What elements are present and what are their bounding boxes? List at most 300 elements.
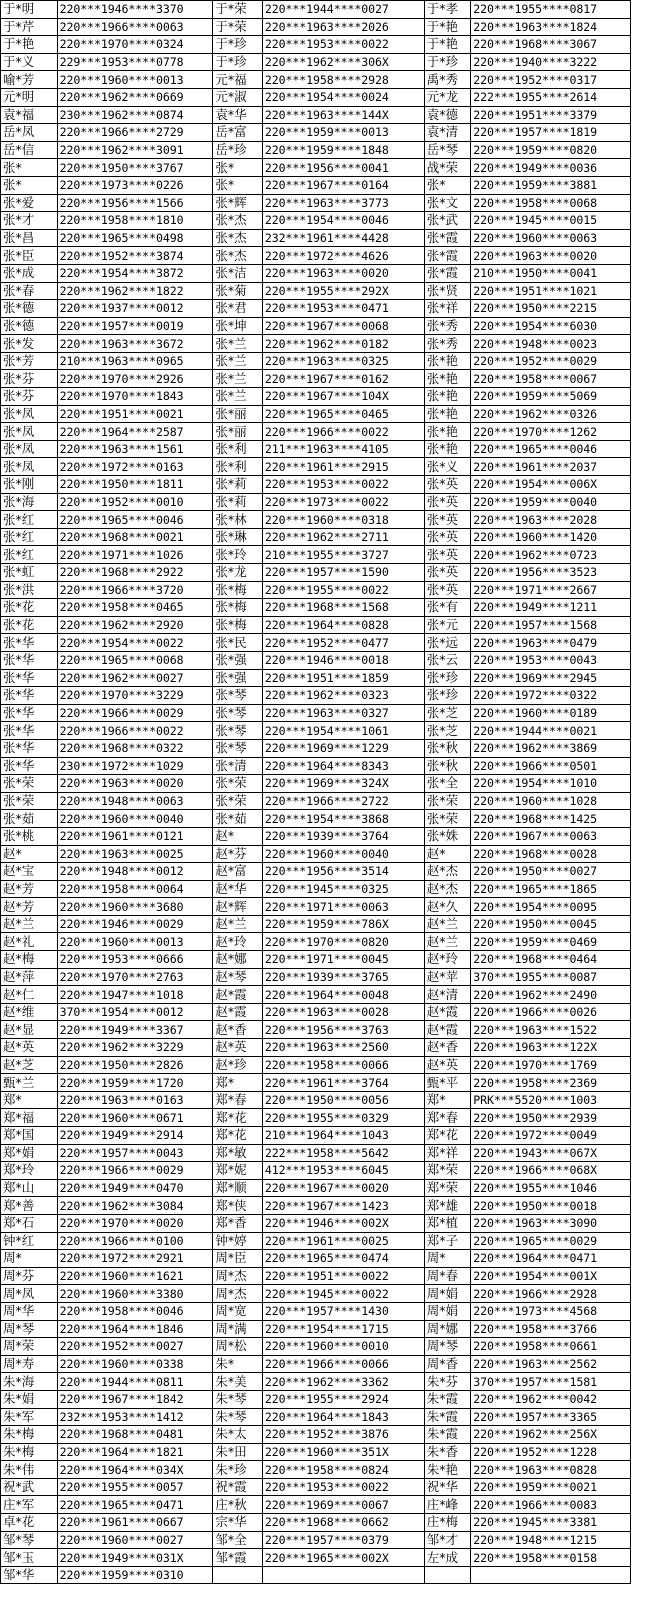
id-number-cell: 220***1964****8343 — [262, 757, 424, 775]
name-cell: 张*荣 — [213, 792, 263, 810]
name-cell: 周*凤 — [1, 1285, 58, 1303]
name-cell: 张*艳 — [424, 388, 471, 406]
name-cell: 郑*石 — [1, 1214, 58, 1232]
table-row — [1, 458, 631, 476]
id-number-cell: 220***1948****1215 — [471, 1531, 631, 1549]
name-cell: 张*德 — [1, 300, 58, 318]
id-number-cell: 220***1962****3869 — [471, 739, 631, 757]
id-number-cell: 220***1966****0100 — [57, 1232, 213, 1250]
table-row — [1, 352, 631, 370]
name-cell: 周*芬 — [1, 1267, 58, 1285]
name-cell: 郑*荣 — [424, 1162, 471, 1180]
id-number-cell: 220***1954****0024 — [262, 88, 424, 106]
name-cell: 张*梅 — [213, 616, 263, 634]
name-cell: 张*艳 — [424, 405, 471, 423]
id-number-cell: 220***1966****068X — [471, 1162, 631, 1180]
name-cell: 朱*霞 — [424, 1390, 471, 1408]
name-cell: 朱* — [213, 1355, 263, 1373]
id-number-cell: 220***1959****0820 — [471, 141, 631, 159]
name-cell: 朱*珍 — [213, 1461, 263, 1479]
table-row — [1, 247, 631, 265]
id-number-cell: 220***1959****3881 — [471, 176, 631, 194]
id-number-cell: 220***1957****1568 — [471, 616, 631, 634]
id-number-cell: 220***1951****1859 — [262, 669, 424, 687]
id-number-cell: 220***1955****292X — [262, 282, 424, 300]
table-row — [1, 599, 631, 617]
id-number-cell: 220***1962****2920 — [57, 616, 213, 634]
name-cell: 郑*春 — [424, 1109, 471, 1127]
name-cell: 赵*玲 — [213, 933, 263, 951]
name-cell — [213, 1566, 263, 1584]
name-cell: 张*琴 — [213, 739, 263, 757]
id-number-cell: 220***1953****0022 — [262, 36, 424, 54]
table-row — [1, 1373, 631, 1391]
id-number-cell: 220***1959****0021 — [471, 1478, 631, 1496]
name-cell: 赵*萍 — [1, 968, 58, 986]
name-cell: 张*云 — [424, 651, 471, 669]
name-cell: 张*兰 — [213, 370, 263, 388]
id-number-cell: 220***1957****0043 — [57, 1144, 213, 1162]
table-row — [1, 1, 631, 19]
name-cell: 庄*秋 — [213, 1496, 263, 1514]
name-cell: 赵*芳 — [1, 898, 58, 916]
name-cell: 赵*英 — [213, 1039, 263, 1057]
id-number-cell: 220***1954****3872 — [57, 264, 213, 282]
id-number-cell: 220***1968****0028 — [471, 845, 631, 863]
id-number-cell: 220***1955****2924 — [262, 1390, 424, 1408]
name-cell: 周*宽 — [213, 1302, 263, 1320]
name-cell: 张*芬 — [1, 388, 58, 406]
name-cell: 郑*侠 — [213, 1197, 263, 1215]
name-cell: 张*华 — [1, 687, 58, 705]
name-cell: 张*菊 — [213, 282, 263, 300]
table-row — [1, 669, 631, 687]
table-row — [1, 951, 631, 969]
id-number-cell: 370***1954****0012 — [57, 1003, 213, 1021]
name-cell: 周*娟 — [424, 1302, 471, 1320]
id-number-cell: 220***1972****4626 — [262, 247, 424, 265]
id-number-cell: 220***1965****0046 — [57, 511, 213, 529]
id-number-cell: 220***1961****2037 — [471, 458, 631, 476]
id-number-cell: 220***1952****0029 — [471, 352, 631, 370]
table-row — [1, 1003, 631, 1021]
id-number-cell: 220***1963****0020 — [57, 775, 213, 793]
id-number-cell: 220***1943****067X — [471, 1144, 631, 1162]
id-number-cell: 220***1961****0121 — [57, 827, 213, 845]
name-cell: 张*昌 — [1, 229, 58, 247]
id-number-cell: 220***1967****0164 — [262, 176, 424, 194]
id-number-cell: 220***1954****3868 — [262, 810, 424, 828]
id-number-cell: PRK***5520****1003 — [471, 1091, 631, 1109]
name-cell: 张*红 — [1, 528, 58, 546]
name-cell: 赵*梅 — [1, 951, 58, 969]
id-number-cell: 220***1969****2945 — [471, 669, 631, 687]
name-cell: 张*梅 — [213, 599, 263, 617]
name-cell: 周* — [424, 1250, 471, 1268]
table-row — [1, 1461, 631, 1479]
name-cell: 于*珍 — [424, 53, 471, 71]
name-cell: 张*茹 — [213, 810, 263, 828]
name-cell: 张*琳 — [213, 528, 263, 546]
name-cell: 朱*霞 — [424, 1426, 471, 1444]
id-number-cell: 220***1939****3765 — [262, 968, 424, 986]
id-number-cell: 220***1965****0498 — [57, 229, 213, 247]
name-cell: 甄*平 — [424, 1074, 471, 1092]
id-number-cell: 220***1960****0063 — [471, 229, 631, 247]
id-number-cell: 220***1966****0501 — [471, 757, 631, 775]
name-cell: 郑*花 — [424, 1127, 471, 1145]
table-row — [1, 792, 631, 810]
id-number-cell: 220***1964****034X — [57, 1461, 213, 1479]
id-number-cell: 220***1963****3773 — [262, 194, 424, 212]
id-number-cell: 220***1962****0323 — [262, 687, 424, 705]
id-number-cell: 232***1961****4428 — [262, 229, 424, 247]
name-cell: 张*英 — [424, 528, 471, 546]
table-row — [1, 1531, 631, 1549]
id-number-cell: 220***1964****2587 — [57, 423, 213, 441]
name-cell: 张*琴 — [213, 704, 263, 722]
name-cell: 赵*霞 — [213, 1003, 263, 1021]
id-number-cell: 220***1957****0019 — [57, 317, 213, 335]
id-number-cell: 220***1963****2028 — [471, 511, 631, 529]
table-row — [1, 827, 631, 845]
name-cell: 郑*子 — [424, 1232, 471, 1250]
table-row — [1, 968, 631, 986]
id-number-cell: 220***1960****0013 — [57, 71, 213, 89]
name-cell: 张*红 — [1, 546, 58, 564]
name-cell: 张*秀 — [424, 335, 471, 353]
id-number-cell: 220***1951****3379 — [471, 106, 631, 124]
id-number-cell: 220***1959****0013 — [262, 124, 424, 142]
name-cell: 赵*芝 — [1, 1056, 58, 1074]
id-number-cell: 220***1962****0723 — [471, 546, 631, 564]
id-number-cell: 220***1959****0310 — [57, 1566, 213, 1584]
name-cell: 周*琴 — [424, 1338, 471, 1356]
name-cell: 郑*雄 — [424, 1197, 471, 1215]
id-number-cell: 220***1969****0067 — [262, 1496, 424, 1514]
id-number-cell: 220***1959****786X — [262, 915, 424, 933]
id-number-cell: 220***1959****1848 — [262, 141, 424, 159]
name-cell: 周*荣 — [1, 1338, 58, 1356]
id-number-cell: 220***1958****3766 — [471, 1320, 631, 1338]
name-cell: 张*玲 — [213, 546, 263, 564]
id-number-cell: 220***1960****0027 — [57, 1531, 213, 1549]
id-number-cell: 220***1966****0063 — [57, 18, 213, 36]
id-number-cell: 220***1956****1566 — [57, 194, 213, 212]
id-number-cell: 220***1958****0824 — [262, 1461, 424, 1479]
name-cell: 郑*荣 — [424, 1179, 471, 1197]
name-cell: 元*淑 — [213, 88, 263, 106]
name-cell: 张*莉 — [213, 493, 263, 511]
id-number-cell: 220***1954****006X — [471, 476, 631, 494]
name-cell: 赵*娜 — [213, 951, 263, 969]
name-cell: 张*龙 — [213, 564, 263, 582]
id-number-cell: 220***1964****0471 — [471, 1250, 631, 1268]
id-number-cell: 220***1963****0020 — [471, 247, 631, 265]
name-cell: 张*全 — [424, 775, 471, 793]
table-row — [1, 423, 631, 441]
name-cell: 郑*国 — [1, 1127, 58, 1145]
name-cell: 张*成 — [1, 264, 58, 282]
name-cell: 郑*玲 — [1, 1162, 58, 1180]
name-cell: 宗*华 — [213, 1514, 263, 1532]
name-cell: 张*荣 — [213, 775, 263, 793]
name-cell: 张*凤 — [1, 440, 58, 458]
name-cell: 张* — [213, 159, 263, 177]
id-number-cell: 220***1970****2926 — [57, 370, 213, 388]
name-cell: 张*杰 — [213, 229, 263, 247]
id-number-cell: 220***1966****0022 — [57, 722, 213, 740]
name-cell: 庄*梅 — [424, 1514, 471, 1532]
name-cell: 张*华 — [1, 704, 58, 722]
table-row — [1, 528, 631, 546]
table-row — [1, 1056, 631, 1074]
name-cell: 张*红 — [1, 511, 58, 529]
name-cell: 周* — [1, 1250, 58, 1268]
name-cell: 袁*华 — [213, 106, 263, 124]
id-number-cell: 220***1963****1824 — [471, 18, 631, 36]
id-number-cell: 220***1966****2722 — [262, 792, 424, 810]
id-number-cell: 220***1971****2667 — [471, 581, 631, 599]
id-number-cell: 220***1956****3763 — [262, 1021, 424, 1039]
table-row — [1, 1039, 631, 1057]
id-number-cell: 220***1965****0029 — [471, 1232, 631, 1250]
id-number-cell: 220***1962****0326 — [471, 405, 631, 423]
table-row — [1, 1408, 631, 1426]
name-cell: 张*虹 — [1, 564, 58, 582]
name-cell: 赵*杰 — [424, 880, 471, 898]
id-number-cell: 220***1960****0013 — [57, 933, 213, 951]
id-number-cell: 230***1962****0874 — [57, 106, 213, 124]
id-number-cell: 210***1950****0041 — [471, 264, 631, 282]
id-number-cell: 220***1970****2763 — [57, 968, 213, 986]
name-cell: 张*德 — [1, 317, 58, 335]
id-number-cell: 220***1954****1061 — [262, 722, 424, 740]
name-cell: 赵*华 — [213, 880, 263, 898]
table-row — [1, 757, 631, 775]
name-cell: 张*秋 — [424, 757, 471, 775]
id-number-cell: 220***1949****2914 — [57, 1127, 213, 1145]
id-number-cell: 220***1963****144X — [262, 106, 424, 124]
id-number-cell: 220***1964****1821 — [57, 1443, 213, 1461]
id-number-cell: 220***1958****0465 — [57, 599, 213, 617]
name-cell: 袁*德 — [424, 106, 471, 124]
id-number-cell: 220***1966****0066 — [262, 1355, 424, 1373]
name-cell: 张*姝 — [424, 827, 471, 845]
name-cell: 张*桃 — [1, 827, 58, 845]
name-cell: 元*福 — [213, 71, 263, 89]
name-cell: 郑* — [424, 1091, 471, 1109]
id-number-cell: 220***1967****0063 — [471, 827, 631, 845]
id-number-cell: 230***1972****1029 — [57, 757, 213, 775]
name-cell: 郑*福 — [1, 1109, 58, 1127]
name-cell: 朱*艳 — [424, 1461, 471, 1479]
name-cell: 张*丽 — [213, 423, 263, 441]
id-number-cell: 220***1968****1425 — [471, 810, 631, 828]
id-number-cell: 220***1967****104X — [262, 388, 424, 406]
name-cell: 祝*霞 — [213, 1478, 263, 1496]
id-number-cell: 220***1965****0465 — [262, 405, 424, 423]
id-number-cell: 210***1964****1043 — [262, 1127, 424, 1145]
id-number-cell: 220***1950****0056 — [262, 1091, 424, 1109]
id-number-cell: 220***1970****1262 — [471, 423, 631, 441]
table-row — [1, 317, 631, 335]
table-row — [1, 1091, 631, 1109]
name-cell: 郑*娟 — [1, 1144, 58, 1162]
id-number-cell: 220***1952****3876 — [262, 1426, 424, 1444]
name-cell: 张*霞 — [424, 264, 471, 282]
name-cell: 周*娟 — [424, 1285, 471, 1303]
table-row — [1, 388, 631, 406]
table-row — [1, 405, 631, 423]
id-number-cell — [262, 1566, 424, 1584]
id-number-cell: 222***1955****2614 — [471, 88, 631, 106]
table-row — [1, 1127, 631, 1145]
table-row — [1, 370, 631, 388]
name-cell: 于*义 — [1, 53, 58, 71]
id-number-cell: 220***1952****0010 — [57, 493, 213, 511]
id-number-cell: 220***1944****0027 — [262, 1, 424, 19]
table-row — [1, 1267, 631, 1285]
id-number-cell: 220***1953****0022 — [262, 476, 424, 494]
name-cell: 赵*显 — [1, 1021, 58, 1039]
id-number-cell: 220***1947****1018 — [57, 986, 213, 1004]
name-cell: 张* — [424, 176, 471, 194]
name-cell: 赵*芬 — [213, 845, 263, 863]
id-number-cell: 220***1966****0083 — [471, 1496, 631, 1514]
name-cell: 于*艳 — [424, 18, 471, 36]
id-number-cell: 220***1946****3370 — [57, 1, 213, 19]
table-row — [1, 1338, 631, 1356]
name-cell: 赵* — [1, 845, 58, 863]
id-number-cell: 220***1973****4568 — [471, 1302, 631, 1320]
name-cell: 赵* — [213, 827, 263, 845]
name-cell: 张*远 — [424, 634, 471, 652]
id-number-cell: 220***1950****1811 — [57, 476, 213, 494]
table-row — [1, 282, 631, 300]
name-cell: 赵*兰 — [424, 915, 471, 933]
id-number-cell: 220***1950****0027 — [471, 863, 631, 881]
id-number-cell: 220***1965****002X — [262, 1549, 424, 1567]
id-number-cell: 220***1958****0067 — [471, 370, 631, 388]
table-row — [1, 1355, 631, 1373]
id-number-cell: 220***1973****0226 — [57, 176, 213, 194]
table-row — [1, 1320, 631, 1338]
id-number-cell: 220***1960****0338 — [57, 1355, 213, 1373]
name-cell: 张*莉 — [213, 476, 263, 494]
name-cell: 张*坤 — [213, 317, 263, 335]
id-number-cell: 220***1970****0820 — [262, 933, 424, 951]
name-cell: 张*芝 — [424, 704, 471, 722]
name-cell: 张*凤 — [1, 458, 58, 476]
name-cell: 周*杰 — [213, 1285, 263, 1303]
name-cell: 张*兰 — [213, 388, 263, 406]
id-number-cell: 220***1962****2490 — [471, 986, 631, 1004]
table-row — [1, 335, 631, 353]
table-row — [1, 264, 631, 282]
name-cell: 张*杰 — [213, 247, 263, 265]
name-cell: 张*霞 — [424, 229, 471, 247]
id-number-cell: 220***1972****0163 — [57, 458, 213, 476]
id-number-cell: 220***1951****0021 — [57, 405, 213, 423]
name-cell: 岳*珍 — [213, 141, 263, 159]
name-cell: 张*爱 — [1, 194, 58, 212]
id-number-cell: 220***1960****0040 — [57, 810, 213, 828]
id-number-cell: 220***1954****1010 — [471, 775, 631, 793]
id-number-cell: 220***1963****2026 — [262, 18, 424, 36]
name-cell: 赵*久 — [424, 898, 471, 916]
id-number-cell: 220***1957****1590 — [262, 564, 424, 582]
name-cell: 朱*美 — [213, 1373, 263, 1391]
name-cell: 张*华 — [1, 651, 58, 669]
id-number-cell: 220***1950****2215 — [471, 300, 631, 318]
id-number-cell: 220***1968****0662 — [262, 1514, 424, 1532]
name-cell: 赵*杰 — [424, 863, 471, 881]
id-number-cell: 220***1952****0317 — [471, 71, 631, 89]
name-cell: 张*凤 — [1, 423, 58, 441]
name-cell: 张*华 — [1, 669, 58, 687]
table-row — [1, 18, 631, 36]
id-number-cell: 220***1969****324X — [262, 775, 424, 793]
name-cell: 赵*玲 — [424, 951, 471, 969]
table-row — [1, 1214, 631, 1232]
name-cell: 郑*香 — [213, 1214, 263, 1232]
id-number-cell: 220***1963****3090 — [471, 1214, 631, 1232]
id-number-cell: 220***1960****0189 — [471, 704, 631, 722]
id-number-cell: 220***1968****2922 — [57, 564, 213, 582]
name-cell: 郑* — [1, 1091, 58, 1109]
name-cell: 周*寿 — [1, 1355, 58, 1373]
name-cell: 张*发 — [1, 335, 58, 353]
name-cell: 周*琴 — [1, 1320, 58, 1338]
name-cell: 张*秋 — [424, 739, 471, 757]
id-number-cell: 220***1962****0042 — [471, 1390, 631, 1408]
table-row — [1, 581, 631, 599]
id-number-cell: 220***1963****0025 — [57, 845, 213, 863]
table-row — [1, 212, 631, 230]
id-number-cell: 220***1960****0671 — [57, 1109, 213, 1127]
id-number-cell: 220***1970****1769 — [471, 1056, 631, 1074]
id-number-cell: 220***1946****0029 — [57, 915, 213, 933]
name-cell: 周*臣 — [213, 1250, 263, 1268]
name-cell: 庄*峰 — [424, 1496, 471, 1514]
id-number-cell: 220***1955****1046 — [471, 1179, 631, 1197]
id-number-cell: 220***1963****0828 — [471, 1461, 631, 1479]
id-number-cell: 220***1954****0022 — [57, 634, 213, 652]
id-number-cell: 220***1957****1430 — [262, 1302, 424, 1320]
name-cell: 朱*霞 — [424, 1408, 471, 1426]
id-number-cell: 220***1958****1810 — [57, 212, 213, 230]
id-number-cell: 220***1973****0022 — [262, 493, 424, 511]
name-cell: 张*林 — [213, 511, 263, 529]
id-number-cell: 220***1967****0162 — [262, 370, 424, 388]
name-cell: 岳*凤 — [1, 124, 58, 142]
id-number-cell: 220***1970****1843 — [57, 388, 213, 406]
id-number-cell: 220***1948****0012 — [57, 863, 213, 881]
id-number-cell: 220***1968****1568 — [262, 599, 424, 617]
id-number-cell: 220***1959****0040 — [471, 493, 631, 511]
id-number-cell: 220***1957****3365 — [471, 1408, 631, 1426]
id-number-cell: 220***1965****1865 — [471, 880, 631, 898]
name-cell: 赵*英 — [424, 1056, 471, 1074]
table-row — [1, 1549, 631, 1567]
table-row — [1, 1074, 631, 1092]
id-number-cell: 220***1963****3672 — [57, 335, 213, 353]
name-cell: 张*兰 — [213, 352, 263, 370]
name-cell: 郑*祥 — [424, 1144, 471, 1162]
name-cell: 庄*军 — [1, 1496, 58, 1514]
id-number-cell: 220***1953****0471 — [262, 300, 424, 318]
